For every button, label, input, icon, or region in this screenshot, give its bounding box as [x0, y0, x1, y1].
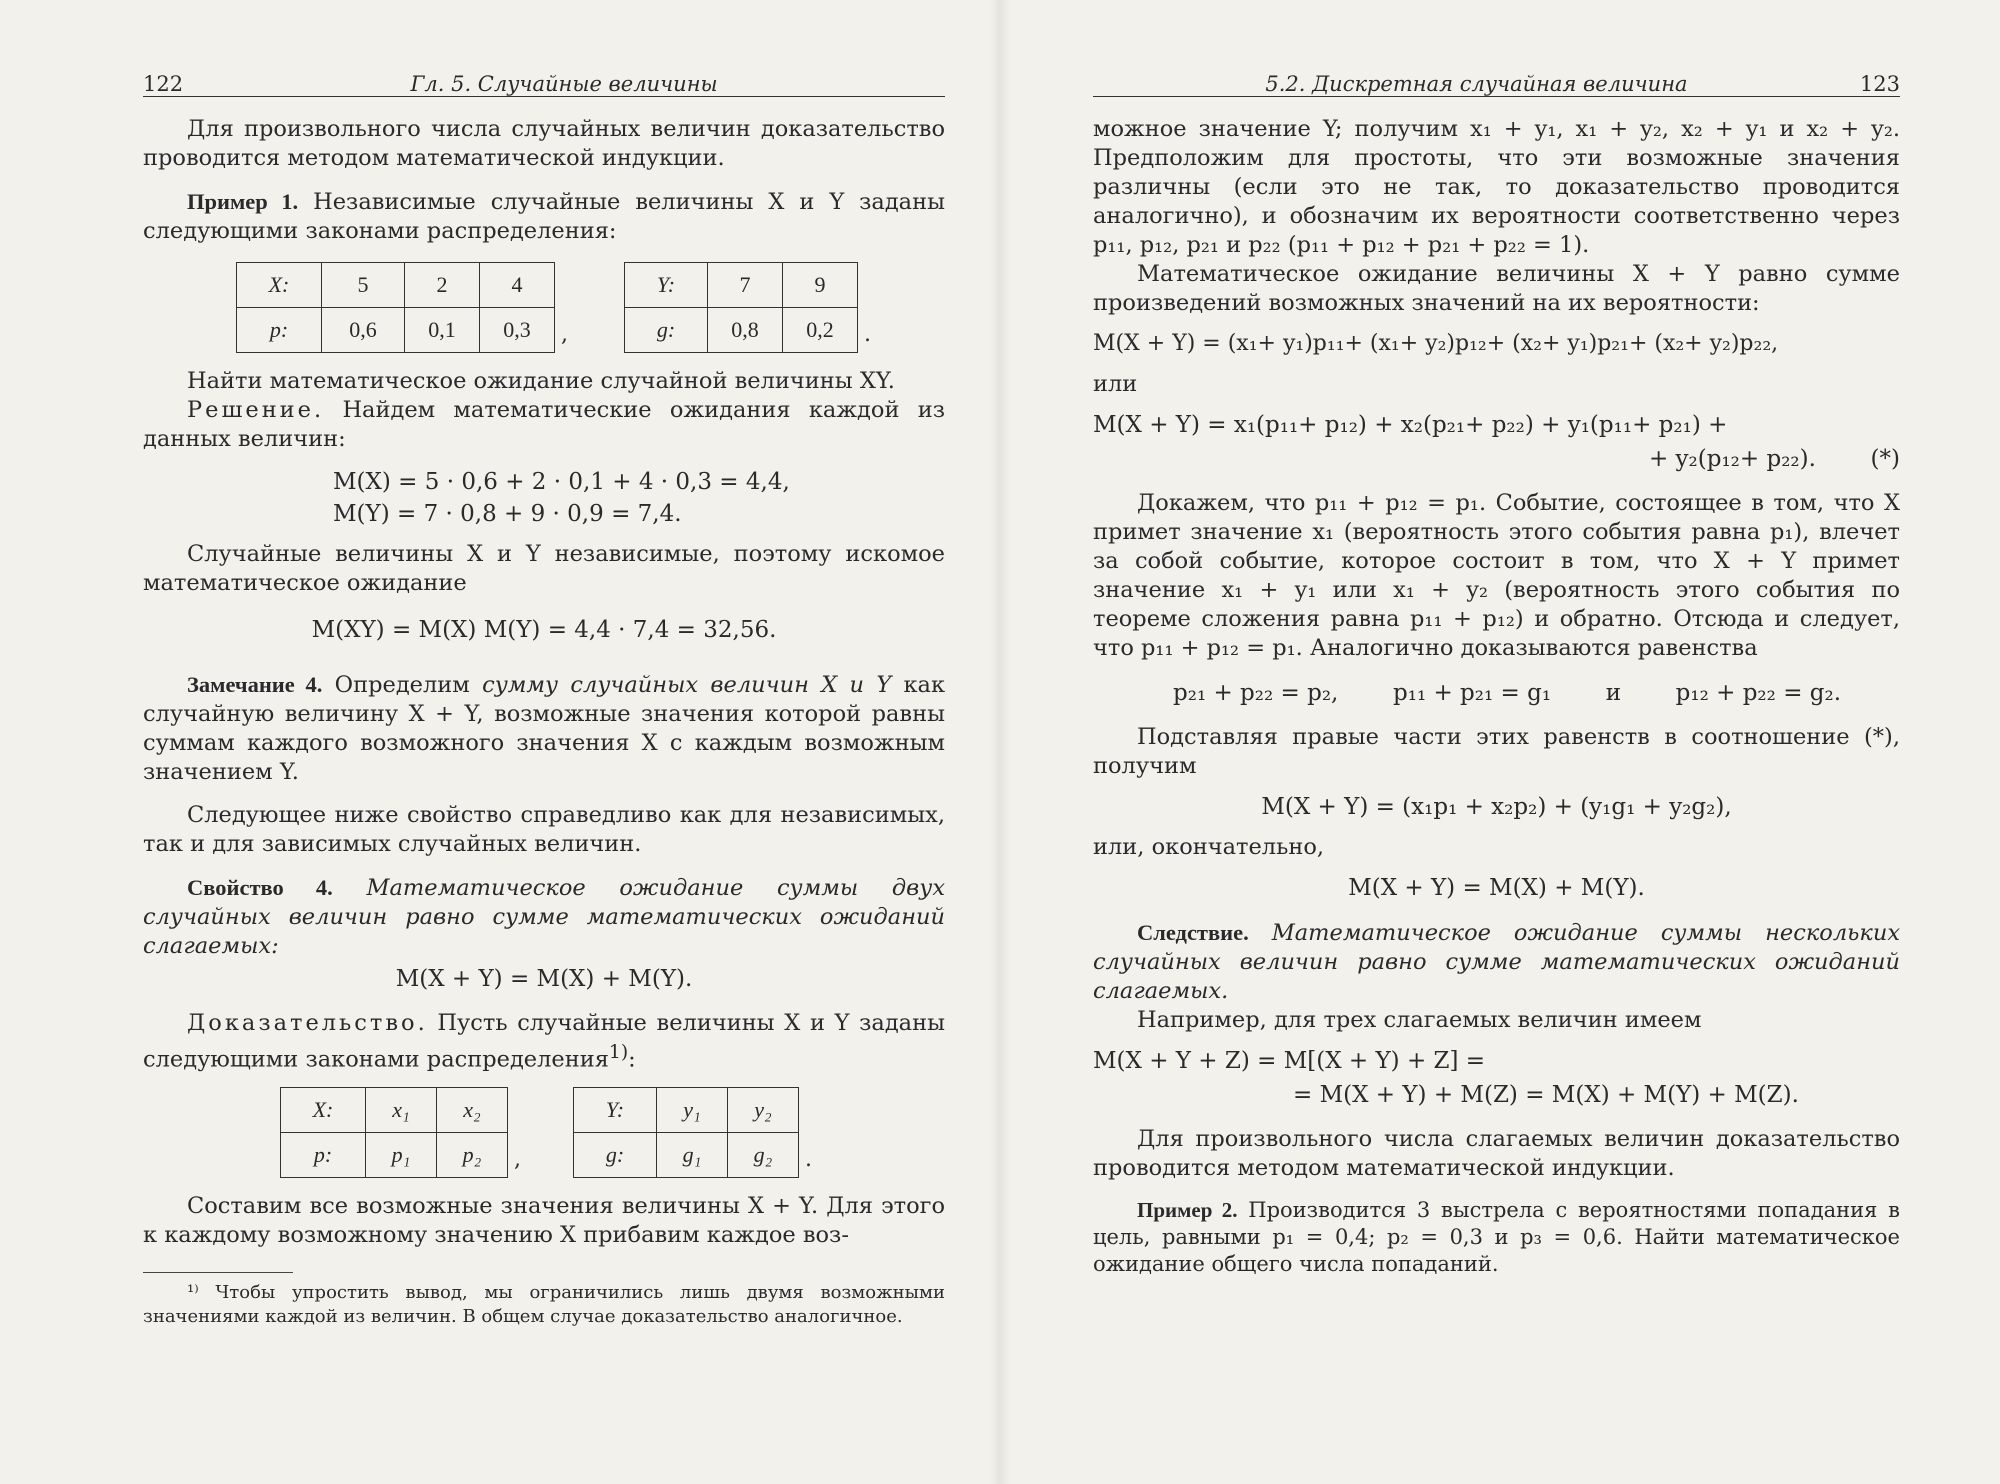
example2-paragraph [1093, 1197, 1900, 1278]
property4-formula: M(X + Y) = M(X) + M(Y). [395, 966, 693, 992]
table-cell: 2 [405, 263, 480, 308]
distribution-table-x2 [280, 1087, 508, 1178]
independence-text: Случайные величины X и Y независимые, поэтому искомое математическое ожидание [143, 541, 945, 596]
formula-2b: + y₂(p₁₂+ p₂₂). [1648, 446, 1816, 472]
example1-text: Независимые случайные величины X и Y заданы следующими законами распределения: [143, 189, 946, 244]
paragraph-5: Например, для трех слагаемых величин имеем [1137, 1007, 1702, 1033]
distribution-table-y [624, 262, 858, 353]
solution-label: Решение. [187, 397, 325, 423]
footnote-mark: 1) [608, 1042, 629, 1063]
property4-paragraph [143, 873, 945, 961]
intro-paragraph: Для произвольного числа случайных величин доказательство проводится методом математической индукции. [143, 116, 945, 171]
formula-3-and: и [1605, 680, 1622, 706]
solution-text: Найдем математические ожидания каждой из данных величин: [143, 397, 945, 452]
formula-6b: = M(X + Y) + M(Z) = M(X) + M(Y) + M(Z). [1293, 1082, 1799, 1108]
remark4-pre: Определим [334, 672, 470, 698]
formula-mx: M(X) = 5 · 0,6 + 2 · 0,1 + 4 · 0,3 = 4,4, [333, 469, 790, 495]
property4-label: Свойство 4. [187, 875, 333, 900]
period: . [805, 1146, 812, 1172]
formula-5: M(X + Y) = M(X) + M(Y). [1348, 875, 1645, 901]
running-header-right [1093, 66, 1900, 97]
proof-label: Доказательство. [187, 1010, 428, 1036]
comma: , [514, 1146, 521, 1172]
property4-text: Математическое ожидание суммы двух случайных величин равно сумме математических ожиданий слагаемых: [143, 875, 946, 959]
example2-label: Пример 2. [1137, 1198, 1238, 1222]
table-cell: 4 [480, 263, 555, 308]
table-cell: 0,3 [480, 308, 555, 353]
or-2: или, окончательно, [1093, 834, 1325, 860]
period: . [864, 322, 871, 347]
formula-3-part1: p₂₁ + p₂₂ = p₂, [1173, 680, 1339, 706]
table-cell: p₁ [366, 1132, 437, 1177]
table-cell: 0,6 [322, 308, 405, 353]
example1-paragraph [143, 187, 945, 246]
distribution-tables-2 [280, 1087, 945, 1178]
running-header-left [143, 66, 945, 97]
table-cell: y₂ [728, 1087, 799, 1132]
corollary-paragraph [1093, 918, 1900, 1006]
paragraph-4: Подставляя правые части этих равенств в соотношение (*), получим [1093, 724, 1900, 779]
proof-text: Пусть случайные величины X и Y заданы следующими законами распределения [143, 1010, 945, 1073]
table-head: p: [237, 308, 322, 353]
table-cell: p₂ [437, 1132, 508, 1177]
formula-2a: M(X + Y) = x₁(p₁₁+ p₁₂) + x₂(p₂₁+ p₂₂) + y₁(p₁₁+ p₂₁) + [1093, 412, 1728, 438]
note-paragraph: Следующее ниже свойство справедливо как для независимых, так и для зависимых случайных величин. [143, 802, 945, 857]
chapter-title: Гл. 5. Случайные величины [410, 72, 718, 96]
table-head: Y: [625, 263, 708, 308]
table-cell: x₂ [437, 1087, 508, 1132]
remark4-paragraph [143, 670, 945, 787]
table-cell: 0,2 [783, 308, 858, 353]
page-number: 123 [1859, 72, 1900, 96]
table-cell: 7 [708, 263, 783, 308]
formula-block [333, 466, 945, 530]
formula-2b-row [1093, 443, 1900, 475]
remark4-italic: сумму случайных величин X и Y [482, 672, 892, 698]
table-head: g: [625, 308, 708, 353]
section-title: 5.2. Дискретная случайная величина [1265, 72, 1688, 96]
solution-paragraph [143, 396, 945, 454]
distribution-tables-1 [236, 262, 945, 353]
formula-3 [1173, 677, 1900, 709]
formula-6a: M(X + Y + Z) = M[(X + Y) + Z] = [1093, 1048, 1486, 1074]
or-1: или [1093, 371, 1138, 397]
table-cell: 9 [783, 263, 858, 308]
footnote: ¹⁾ Чтобы упростить вывод, мы ограничились лишь двумя возможными значениями каждой из величин. В общем случае доказательство аналогичное. [143, 1281, 945, 1327]
comma: , [561, 322, 568, 347]
remark4-post: как случайную величину X + Y, возможные значения которой равны суммам каждого возможного значения X с каждым возможным значением Y. [143, 672, 946, 785]
paragraph-3: Докажем, что p₁₁ + p₁₂ = p₁. Событие, состоящее в том, что X примет значение x₁ (вероятность этого события равна p₁), влечет за собой событие, которое состоит в том, что X + Y примет значение x₁ + y₁ или x₁ + y₂ (вероятность этого события по теореме сложения равна p₁₁ + p₁₂) и обратно. Отсюда и следует, что p₁₁ + p₁₂ = p₁. Аналогично доказываются равенства [1093, 490, 1900, 661]
formula-1: M(X + Y) = (x₁+ y₁)p₁₁+ (x₁+ y₂)p₁₂+ (x₂+ y₁)p₂₁+ (x₂+ y₂)p₂₂, [1093, 331, 1779, 356]
table-head: p: [281, 1132, 366, 1177]
footnote-divider [143, 1272, 293, 1273]
distribution-table-x [236, 262, 555, 353]
right-page [1000, 0, 2000, 1484]
proof-continue: Составим все возможные значения величины X + Y. Для этого к каждому возможному значению X прибавим каждое воз- [143, 1192, 945, 1248]
formula-mxy: M(XY) = M(X) M(Y) = 4,4 · 7,4 = 32,56. [311, 617, 777, 643]
page-number: 122 [143, 72, 184, 96]
table-cell: y₁ [657, 1087, 728, 1132]
table-head: X: [237, 263, 322, 308]
distribution-table-y2 [573, 1087, 799, 1178]
table-cell: 5 [322, 263, 405, 308]
example1-label: Пример 1. [187, 189, 299, 214]
table-head: X: [281, 1087, 366, 1132]
table-cell: g₁ [657, 1132, 728, 1177]
paragraph-1: можное значение Y; получим x₁ + y₁, x₁ + y₂, x₂ + y₁ и x₂ + y₂. Предположим для простоты, что эти возможные значения различны (если это не так, то доказательство проводится аналогично), и обозначим их вероятности соответственно через p₁₁, p₁₂, p₂₁ и p₂₂ (p₁₁ + p₁₂ + p₂₁ + p₂₂ = 1). [1093, 116, 1900, 258]
paragraph-6: Для произвольного числа слагаемых величин доказательство проводится методом математической индукции. [1093, 1126, 1900, 1181]
formula-my: M(Y) = 7 · 0,8 + 9 · 0,9 = 7,4. [333, 501, 682, 527]
formula-3-part3: p₁₂ + p₂₂ = g₂. [1675, 680, 1842, 706]
formula-4: M(X + Y) = (x₁p₁ + x₂p₂) + (y₁g₁ + y₂g₂), [1261, 794, 1732, 820]
table-head: g: [574, 1132, 657, 1177]
table-cell: 0,1 [405, 308, 480, 353]
corollary-text: Математическое ожидание суммы нескольких случайных величин равно сумме математических ожиданий слагаемых. [1093, 920, 1901, 1004]
table-cell: x₁ [366, 1087, 437, 1132]
table-cell: 0,8 [708, 308, 783, 353]
table-head: Y: [574, 1087, 657, 1132]
formula-3-part2: p₁₁ + p₂₁ = g₁ [1393, 680, 1552, 706]
remark4-label: Замечание 4. [187, 672, 323, 697]
paragraph-2: Математическое ожидание величины X + Y равно сумме произведений возможных значений на их вероятности: [1093, 261, 1900, 316]
example2-text: Производится 3 выстрела с вероятностями попадания в цель, равными p₁ = 0,4; p₂ = 0,3 и p₃ = 0,6. Найти математическое ожидание общего числа попаданий. [1093, 1198, 1900, 1276]
proof-paragraph: Доказательство. Пусть случайные величины X и Y заданы следующими законами распределения$^{1)}$: [143, 1010, 945, 1073]
corollary-label: Следствие. [1137, 920, 1249, 945]
formula-tag: (*) [1870, 446, 1900, 472]
task-text: Найти математическое ожидание случайной величины XY. [187, 368, 895, 394]
table-cell: g₂ [728, 1132, 799, 1177]
